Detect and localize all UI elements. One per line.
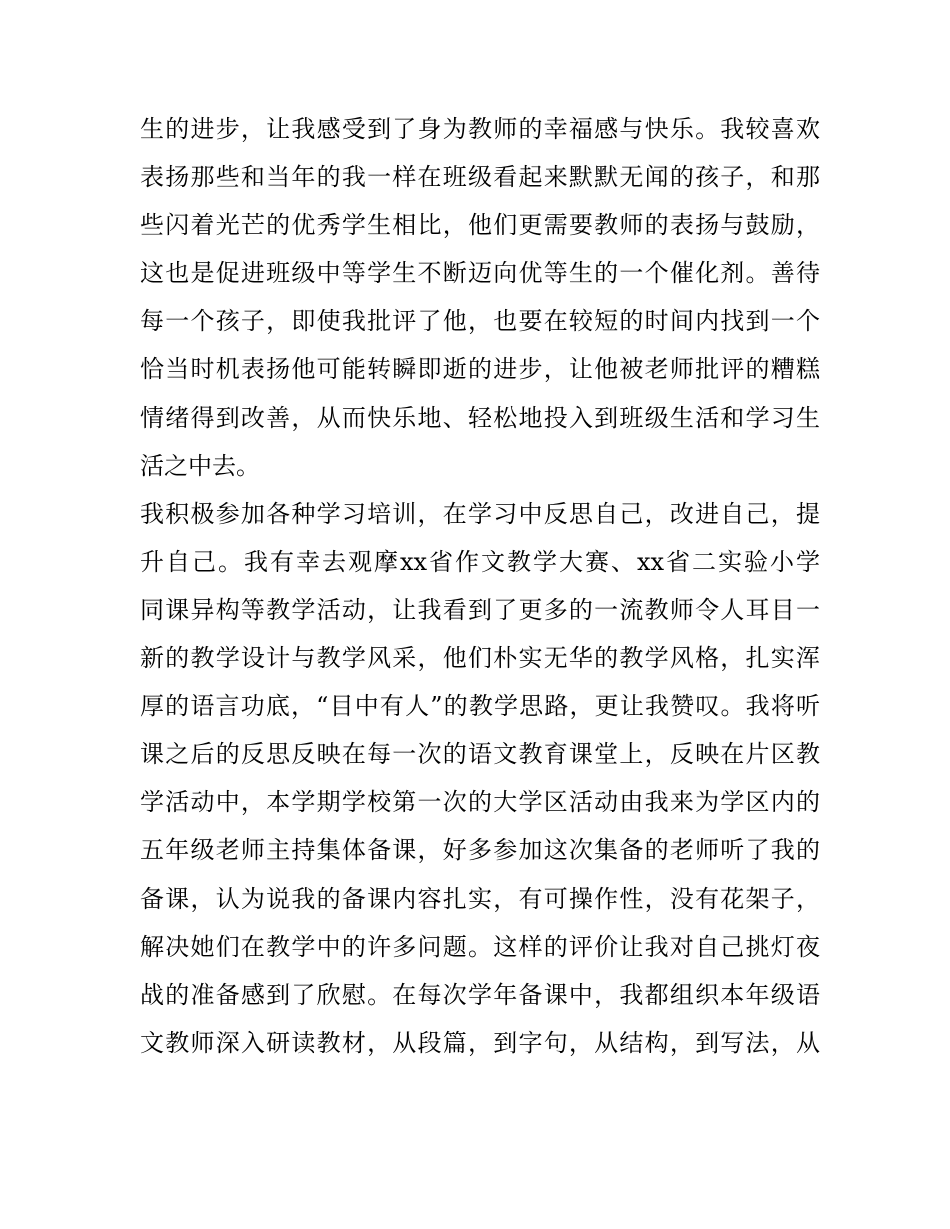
text-line: 解决她们在教学中的许多问题。这样的评价让我对自己挑灯夜	[140, 932, 820, 961]
text-line: 课之后的反思反映在每一次的语文教育课堂上，反映在片区教	[140, 740, 820, 769]
text-line: 生的进步，让我感受到了身为教师的幸福感与快乐。我较喜欢	[140, 115, 820, 143]
text-line: 同课异构等教学活动，让我看到了更多的一流教师令人耳目一	[140, 595, 820, 624]
text-line: 新的教学设计与教学风采，他们朴实无华的教学风格，扎实浑	[140, 644, 820, 673]
text-line: 我积极参加各种学习培训，在学习中反思自己，改进自己，提	[140, 499, 820, 528]
text-line: 战的准备感到了欣慰。在每次学年备课中，我都组织本年级语	[140, 980, 820, 1009]
text-line: 情绪得到改善，从而快乐地、轻松地投入到班级生活和学习生	[140, 403, 820, 432]
text-line: 这也是促进班级中等学生不断迈向优等生的一个催化剂。善待	[140, 259, 820, 288]
text-line: 些闪着光芒的优秀学生相比，他们更需要教师的表扬与鼓励，	[140, 211, 820, 240]
text-line: 厚的语言功底，“目中有人”的教学思路，更让我赞叹。我将听	[140, 692, 820, 721]
text-line: 表扬那些和当年的我一样在班级看起来默默无闻的孩子，和那	[140, 163, 820, 192]
text-line: 文教师深入研读教材，从段篇，到字句，从结构，到写法，从	[140, 1028, 820, 1057]
text-line: 五年级老师主持集体备课，好多参加这次集备的老师听了我的	[140, 836, 820, 865]
text-line: 每一个孩子，即使我批评了他，也要在较短的时间内找到一个	[140, 307, 820, 336]
text-line: 升自己。我有幸去观摩xx省作文教学大赛、xx省二实验小学	[140, 547, 820, 576]
text-line: 备课，认为说我的备课内容扎实，有可操作性，没有花架子，	[140, 884, 820, 913]
body-text	[140, 105, 820, 1067]
text-line: 恰当时机表扬他可能转瞬即逝的进步，让他被老师批评的糟糕	[140, 355, 820, 384]
text-line: 学活动中，本学期学校第一次的大学区活动由我来为学区内的	[140, 788, 820, 817]
text-line: 活之中去。	[140, 451, 260, 480]
